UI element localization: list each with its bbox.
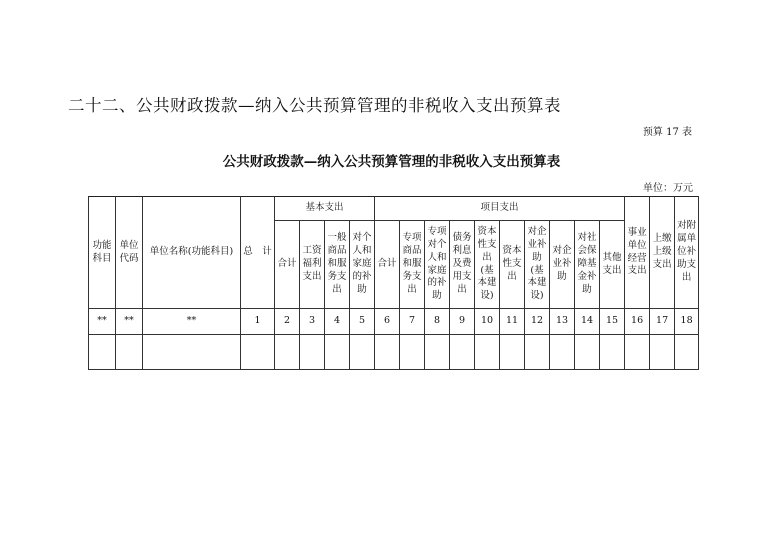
empty-cell — [475, 335, 500, 370]
index-row — [89, 309, 699, 335]
header-project-col: 对企业补助(基本建设) — [525, 221, 550, 309]
header-project-col: 债务利息及费用支出 — [450, 221, 475, 309]
empty-data-row — [89, 335, 699, 370]
index-cell: 7 — [400, 309, 425, 335]
header-upper: 上缴上级支出 — [650, 197, 675, 309]
header-basic-group: 基本支出 — [275, 197, 375, 221]
empty-cell — [375, 335, 400, 370]
empty-cell — [300, 335, 325, 370]
index-cell: 3 — [300, 309, 325, 335]
index-cell: 9 — [450, 309, 475, 335]
index-cell: ** — [89, 309, 116, 335]
empty-cell — [400, 335, 425, 370]
header-basic-col: 合计 — [275, 221, 300, 309]
header-project-col: 对企业补助 — [550, 221, 575, 309]
header-project-col: 资本性支出(基本建设) — [475, 221, 500, 309]
index-cell: 17 — [650, 309, 675, 335]
index-cell: 6 — [375, 309, 400, 335]
index-cell: ** — [116, 309, 143, 335]
index-cell: 2 — [275, 309, 300, 335]
index-cell: ** — [143, 309, 241, 335]
header-unit-name: 单位名称(功能科目) — [143, 197, 241, 309]
table-title: 公共财政拨款—纳入公共预算管理的非税收入支出预算表 — [222, 154, 561, 170]
header-unit-code: 单位代码 — [116, 197, 143, 309]
index-cell: 13 — [550, 309, 575, 335]
index-cell: 4 — [325, 309, 350, 335]
header-project-col: 合计 — [375, 221, 400, 309]
empty-cell — [116, 335, 143, 370]
header-business: 事业单位经营支出 — [625, 197, 650, 309]
index-cell: 18 — [675, 309, 699, 335]
header-project-col: 资本性支出 — [500, 221, 525, 309]
header-project-group: 项目支出 — [375, 197, 625, 221]
empty-cell — [650, 335, 675, 370]
empty-cell — [325, 335, 350, 370]
header-project-col: 其他支出 — [600, 221, 625, 309]
empty-cell — [241, 335, 275, 370]
empty-cell — [350, 335, 375, 370]
empty-cell — [600, 335, 625, 370]
index-cell: 8 — [425, 309, 450, 335]
header-affiliate: 对附属单位补助支出 — [675, 197, 699, 309]
index-cell: 1 — [241, 309, 275, 335]
empty-cell — [500, 335, 525, 370]
index-cell: 15 — [600, 309, 625, 335]
empty-cell — [525, 335, 550, 370]
empty-cell — [275, 335, 300, 370]
header-basic-col: 一般商品和服务支出 — [325, 221, 350, 309]
index-cell: 14 — [575, 309, 600, 335]
unit-label: 单位：万元 — [643, 183, 693, 194]
empty-cell — [450, 335, 475, 370]
index-cell: 5 — [350, 309, 375, 335]
empty-cell — [575, 335, 600, 370]
empty-cell — [625, 335, 650, 370]
header-total: 总 计 — [241, 197, 275, 309]
budget-table — [88, 196, 699, 370]
header-project-col: 对社会保障基金补助 — [575, 221, 600, 309]
header-project-col: 专项对个人和家庭的补助 — [425, 221, 450, 309]
header-func-subject: 功能科目 — [89, 197, 116, 309]
empty-cell — [675, 335, 699, 370]
page-heading: 二十二、公共财政拨款—纳入公共预算管理的非税收入支出预算表 — [68, 96, 561, 115]
empty-cell — [89, 335, 116, 370]
empty-cell — [550, 335, 575, 370]
empty-cell — [425, 335, 450, 370]
header-project-col: 专项商品和服务支出 — [400, 221, 425, 309]
header-basic-col: 对个人和家庭的补助 — [350, 221, 375, 309]
index-cell: 16 — [625, 309, 650, 335]
empty-cell — [143, 335, 241, 370]
header-basic-col: 工资福利支出 — [300, 221, 325, 309]
table-number: 预算 17 表 — [642, 127, 692, 138]
index-cell: 11 — [500, 309, 525, 335]
index-cell: 10 — [475, 309, 500, 335]
index-cell: 12 — [525, 309, 550, 335]
